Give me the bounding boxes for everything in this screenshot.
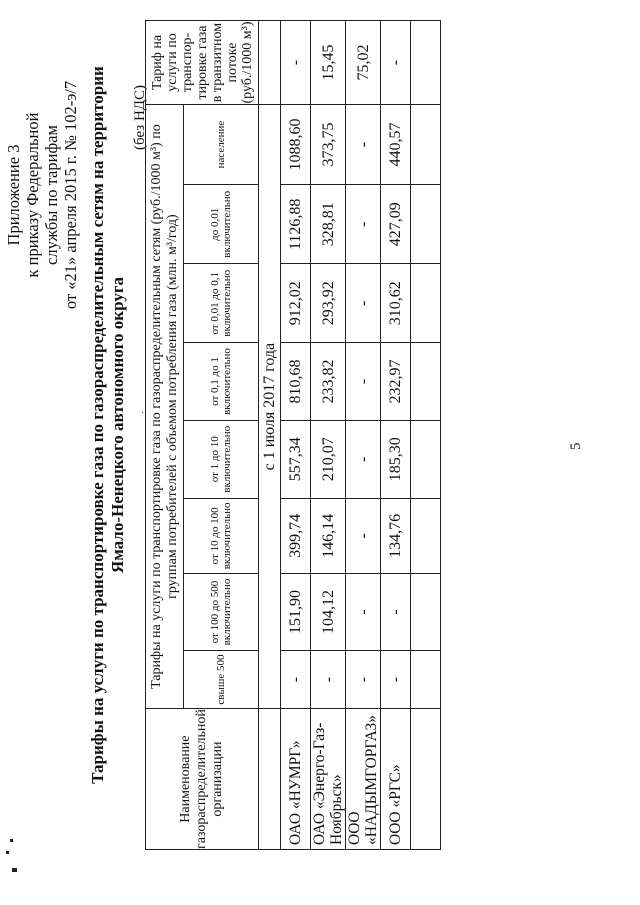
period-empty-cell (259, 709, 281, 850)
value-cell: - (381, 650, 411, 708)
col-header-over-500: свыше 500 (184, 650, 259, 708)
appendix-line-3: службы по тарифам (42, 125, 61, 265)
empty-cell (411, 709, 441, 850)
value-cell: 104,12 (311, 574, 346, 651)
value-cell: 151,90 (281, 574, 311, 651)
appendix-line-2: к приказу Федеральной (23, 112, 42, 278)
org-name: ООО «РГС» (381, 709, 411, 850)
value-cell: 233,82 (311, 343, 346, 421)
table-row (281, 21, 311, 850)
transit-cell: 15,45 (311, 21, 346, 105)
org-name: ОАО «НУМРГ» (281, 709, 311, 850)
value-cell: 440,57 (381, 105, 411, 185)
transit-cell: - (381, 21, 411, 105)
transit-cell: - (281, 21, 311, 105)
value-cell: - (381, 574, 411, 651)
value-cell: 146,14 (311, 498, 346, 573)
empty-cell (411, 420, 441, 498)
empty-cell (411, 21, 441, 105)
empty-cell (411, 574, 441, 651)
document-title (88, 30, 128, 820)
empty-cell (411, 498, 441, 573)
appendix-line-4: от «21» апреля 2015 г. № 102-э/7 (61, 80, 80, 310)
value-cell: - (346, 264, 381, 343)
org-column-header: Наименование газораспределительной организации (146, 709, 259, 850)
col-header-upto-0-01: до 0,01 включительно (184, 185, 259, 264)
value-cell: - (346, 343, 381, 421)
table-row (381, 21, 411, 850)
col-header-population: население (184, 105, 259, 185)
appendix-block (4, 30, 80, 360)
empty-cell (411, 185, 441, 264)
value-cell: 810,68 (281, 343, 311, 421)
value-cell: - (346, 420, 381, 498)
value-cell: - (311, 650, 346, 708)
value-cell: 557,34 (281, 420, 311, 498)
value-cell: 399,74 (281, 498, 311, 573)
empty-cell (411, 105, 441, 185)
empty-cell (411, 343, 441, 421)
col-header-0-01-0-1: от 0,01 до 0,1 включительно (184, 264, 259, 343)
value-cell: - (346, 574, 381, 651)
scan-marks (6, 812, 26, 872)
title-line-1: Тарифы на услуги по транспортировке газа по газораспределительным сетям на территории (88, 66, 107, 784)
tariff-table (145, 20, 441, 850)
group-header: Тарифы на услуги по транспортировке газа по газораспределительным сетям (руб./1000 м³) по группам потребителей с объемом потребления газа (млн. м³/год) (146, 105, 184, 709)
table-row (346, 21, 381, 850)
value-cell: - (346, 498, 381, 573)
title-line-2: Ямало-Ненецкого автономного округа (108, 276, 127, 574)
empty-cell (411, 264, 441, 343)
transit-column-header: Тариф на услуги по транспор-тировке газа в транзитном потоке (руб./1000 м³) (146, 21, 259, 105)
value-cell: 1088,60 (281, 105, 311, 185)
value-cell: - (346, 650, 381, 708)
value-cell: 1126,88 (281, 185, 311, 264)
scan-tick: - (138, 411, 147, 414)
org-name: ОАО «Энерго-Газ-Ноябрьск» (311, 709, 346, 850)
org-name: ООО «НАДЫМГОРГАЗ» (346, 709, 381, 850)
transit-cell: 75,02 (346, 21, 381, 105)
period-label: с 1 июля 2017 года (259, 105, 281, 709)
value-cell: - (346, 105, 381, 185)
value-cell: 232,97 (381, 343, 411, 421)
value-cell: - (346, 185, 381, 264)
appendix-line-1: Приложение 3 (4, 144, 23, 246)
value-cell: 912,02 (281, 264, 311, 343)
vat-note: (без НДС) (132, 84, 148, 150)
table-row (311, 21, 346, 850)
col-header-100-500: от 100 до 500 включительно (184, 574, 259, 651)
col-header-10-100: от 10 до 100 включительно (184, 498, 259, 573)
value-cell: 293,92 (311, 264, 346, 343)
col-header-1-10: от 1 до 10 включительно (184, 420, 259, 498)
value-cell: 328,81 (311, 185, 346, 264)
value-cell: 427,09 (381, 185, 411, 264)
page-number: 5 (568, 442, 584, 450)
rotated-page (0, 20, 600, 880)
value-cell: 373,75 (311, 105, 346, 185)
value-cell: 310,62 (381, 264, 411, 343)
empty-cell (411, 650, 441, 708)
value-cell: - (281, 650, 311, 708)
value-cell: 210,07 (311, 420, 346, 498)
period-empty-cell (259, 21, 281, 105)
value-cell: 185,30 (381, 420, 411, 498)
col-header-0-1-1: от 0,1 до 1 включительно (184, 343, 259, 421)
value-cell: 134,76 (381, 498, 411, 573)
